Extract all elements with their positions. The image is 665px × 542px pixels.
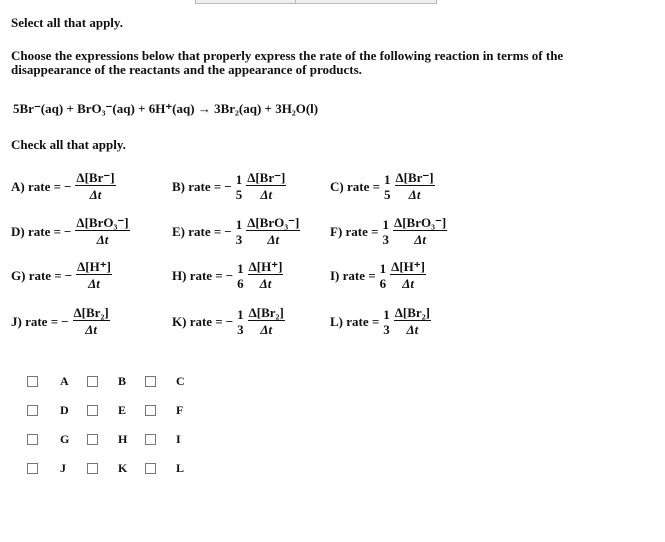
fraction-denominator: Δt: [89, 187, 102, 202]
coefficient-denominator: 5: [235, 186, 243, 202]
fraction-numerator: Δ[H⁺]: [248, 259, 283, 274]
option-label: G) rate =: [11, 267, 62, 283]
option-label: F) rate =: [330, 223, 379, 239]
coefficient-numerator: 1: [383, 306, 390, 322]
option-label: L) rate =: [330, 313, 380, 329]
fraction-numerator: Δ[BrO₃⁻]: [247, 215, 300, 230]
select-all-text: Select all that apply.: [11, 15, 123, 30]
minus-sign: −: [64, 267, 73, 283]
checkbox-label-f[interactable]: F: [176, 403, 184, 417]
rate-option-b: [172, 170, 286, 203]
coefficient-denominator: 3: [382, 231, 390, 247]
minus-sign: −: [224, 223, 232, 239]
option-label: E) rate =: [172, 223, 222, 239]
option-label: K) rate =: [172, 313, 223, 329]
checkbox-label-l[interactable]: L: [176, 461, 185, 475]
top-tab-bar: [195, 0, 437, 4]
rate-fraction: [76, 259, 112, 292]
option-label: C) rate =: [330, 178, 380, 194]
rate-option-a: [11, 170, 116, 203]
fraction-denominator: Δt: [406, 322, 419, 337]
checkbox-a[interactable]: [27, 376, 38, 387]
coefficient: [380, 261, 387, 291]
fraction-denominator: Δt: [267, 232, 280, 247]
checkbox-d[interactable]: [27, 405, 38, 416]
rate-fraction: [73, 305, 110, 338]
rate-fraction: [75, 170, 115, 203]
rate-fraction: [246, 215, 300, 248]
minus-sign: −: [225, 313, 234, 329]
rate-option-i: [330, 259, 426, 292]
fraction-denominator: Δt: [414, 232, 426, 247]
checkbox-label-h[interactable]: H: [118, 432, 128, 446]
option-label: J) rate =: [11, 313, 59, 329]
tab-divider: [295, 0, 296, 3]
checkbox-i[interactable]: [145, 434, 156, 445]
rate-option-g: [11, 259, 112, 292]
coefficient: [236, 172, 243, 202]
coefficient-numerator: 1: [237, 306, 244, 322]
checkbox-c[interactable]: [145, 376, 156, 387]
fraction-numerator: Δ[Br₂]: [394, 305, 430, 320]
minus-sign: −: [224, 178, 232, 194]
checkbox-b[interactable]: [87, 376, 98, 387]
rate-option-k: [172, 305, 285, 338]
fraction-numerator: Δ[Br₂]: [73, 305, 109, 320]
rate-option-l: [330, 305, 431, 338]
coefficient-denominator: 5: [384, 186, 391, 202]
coefficient-numerator: 1: [379, 260, 387, 276]
fraction-denominator: Δt: [88, 276, 100, 291]
rate-option-c: [330, 170, 435, 203]
coefficient: [236, 217, 243, 247]
fraction-numerator: Δ[Br⁻]: [395, 170, 434, 185]
fraction-denominator: Δt: [260, 187, 273, 202]
coefficient: [384, 172, 391, 202]
checkbox-label-b[interactable]: B: [118, 374, 127, 388]
checkbox-k[interactable]: [87, 463, 98, 474]
reaction-equation: 5Br⁻(aq) + BrO₃⁻(aq) + 6H⁺(aq) → 3Br₂(aq) + 3H₂O(l): [13, 101, 319, 116]
option-label: I) rate =: [330, 267, 376, 283]
coefficient-denominator: 3: [237, 321, 244, 337]
rate-fraction: [394, 305, 431, 338]
option-label: A) rate =: [11, 178, 61, 194]
coefficient-denominator: 3: [383, 321, 390, 337]
fraction-numerator: Δ[H⁺]: [391, 259, 425, 274]
checkbox-l[interactable]: [145, 463, 156, 474]
rate-option-f: [330, 215, 447, 248]
checkbox-label-i[interactable]: I: [176, 432, 181, 446]
checkbox-label-a[interactable]: A: [60, 374, 69, 388]
coefficient: [237, 307, 244, 337]
checkbox-g[interactable]: [27, 434, 38, 445]
coefficient-numerator: 1: [235, 171, 243, 187]
check-all-text: Check all that apply.: [11, 137, 126, 152]
fraction-numerator: Δ[Br₂]: [248, 305, 284, 320]
coefficient-numerator: 1: [384, 171, 391, 187]
fraction-denominator: Δt: [259, 276, 272, 291]
rate-option-d: [11, 215, 130, 248]
option-label: D) rate =: [11, 223, 61, 239]
checkbox-label-d[interactable]: D: [60, 403, 69, 417]
rate-fraction: [395, 170, 435, 203]
coefficient-denominator: 6: [379, 275, 387, 291]
coefficient-numerator: 1: [382, 216, 390, 232]
rate-fraction: [246, 170, 286, 203]
checkbox-f[interactable]: [145, 405, 156, 416]
fraction-numerator: Δ[H⁺]: [77, 259, 111, 274]
fraction-denominator: Δt: [260, 322, 273, 337]
coefficient-numerator: 1: [235, 216, 243, 232]
minus-sign: −: [64, 223, 72, 239]
coefficient-denominator: 6: [237, 275, 244, 291]
checkbox-label-j[interactable]: J: [60, 461, 66, 475]
checkbox-label-e[interactable]: E: [118, 403, 127, 417]
minus-sign: −: [64, 178, 72, 194]
rate-fraction: [390, 259, 426, 292]
rate-option-e: [172, 215, 300, 248]
coefficient-numerator: 1: [237, 260, 244, 276]
checkbox-j[interactable]: [27, 463, 38, 474]
fraction-numerator: Δ[Br⁻]: [76, 170, 115, 185]
coefficient: [383, 307, 390, 337]
fraction-numerator: Δ[BrO₃⁻]: [394, 215, 447, 230]
option-label: B) rate =: [172, 178, 222, 194]
rate-option-h: [172, 259, 283, 292]
rate-fraction: [393, 215, 447, 248]
option-label: H) rate =: [172, 267, 223, 283]
fraction-denominator: Δt: [402, 276, 414, 291]
fraction-numerator: Δ[BrO₃⁻]: [76, 215, 129, 230]
fraction-numerator: Δ[Br⁻]: [247, 170, 286, 185]
checkbox-label-k[interactable]: K: [118, 461, 128, 475]
checkbox-e[interactable]: [87, 405, 98, 416]
fraction-denominator: Δt: [96, 232, 109, 247]
rate-fraction: [248, 305, 285, 338]
question-text: Choose the expressions below that properly express the rate of the following reaction in terms of the disappearance of the reactants and the appearance of products.: [11, 48, 564, 77]
coefficient-denominator: 3: [235, 231, 243, 247]
checkbox-h[interactable]: [87, 434, 98, 445]
rate-fraction: [248, 259, 284, 292]
checkbox-label-g[interactable]: G: [60, 432, 70, 446]
minus-sign: −: [225, 267, 234, 283]
coefficient: [237, 261, 244, 291]
coefficient: [383, 217, 390, 247]
rate-option-j: [11, 305, 110, 338]
fraction-denominator: Δt: [408, 187, 421, 202]
checkbox-label-c[interactable]: C: [176, 374, 185, 388]
fraction-denominator: Δt: [85, 322, 97, 337]
rate-fraction: [75, 215, 129, 248]
minus-sign: −: [61, 313, 69, 329]
